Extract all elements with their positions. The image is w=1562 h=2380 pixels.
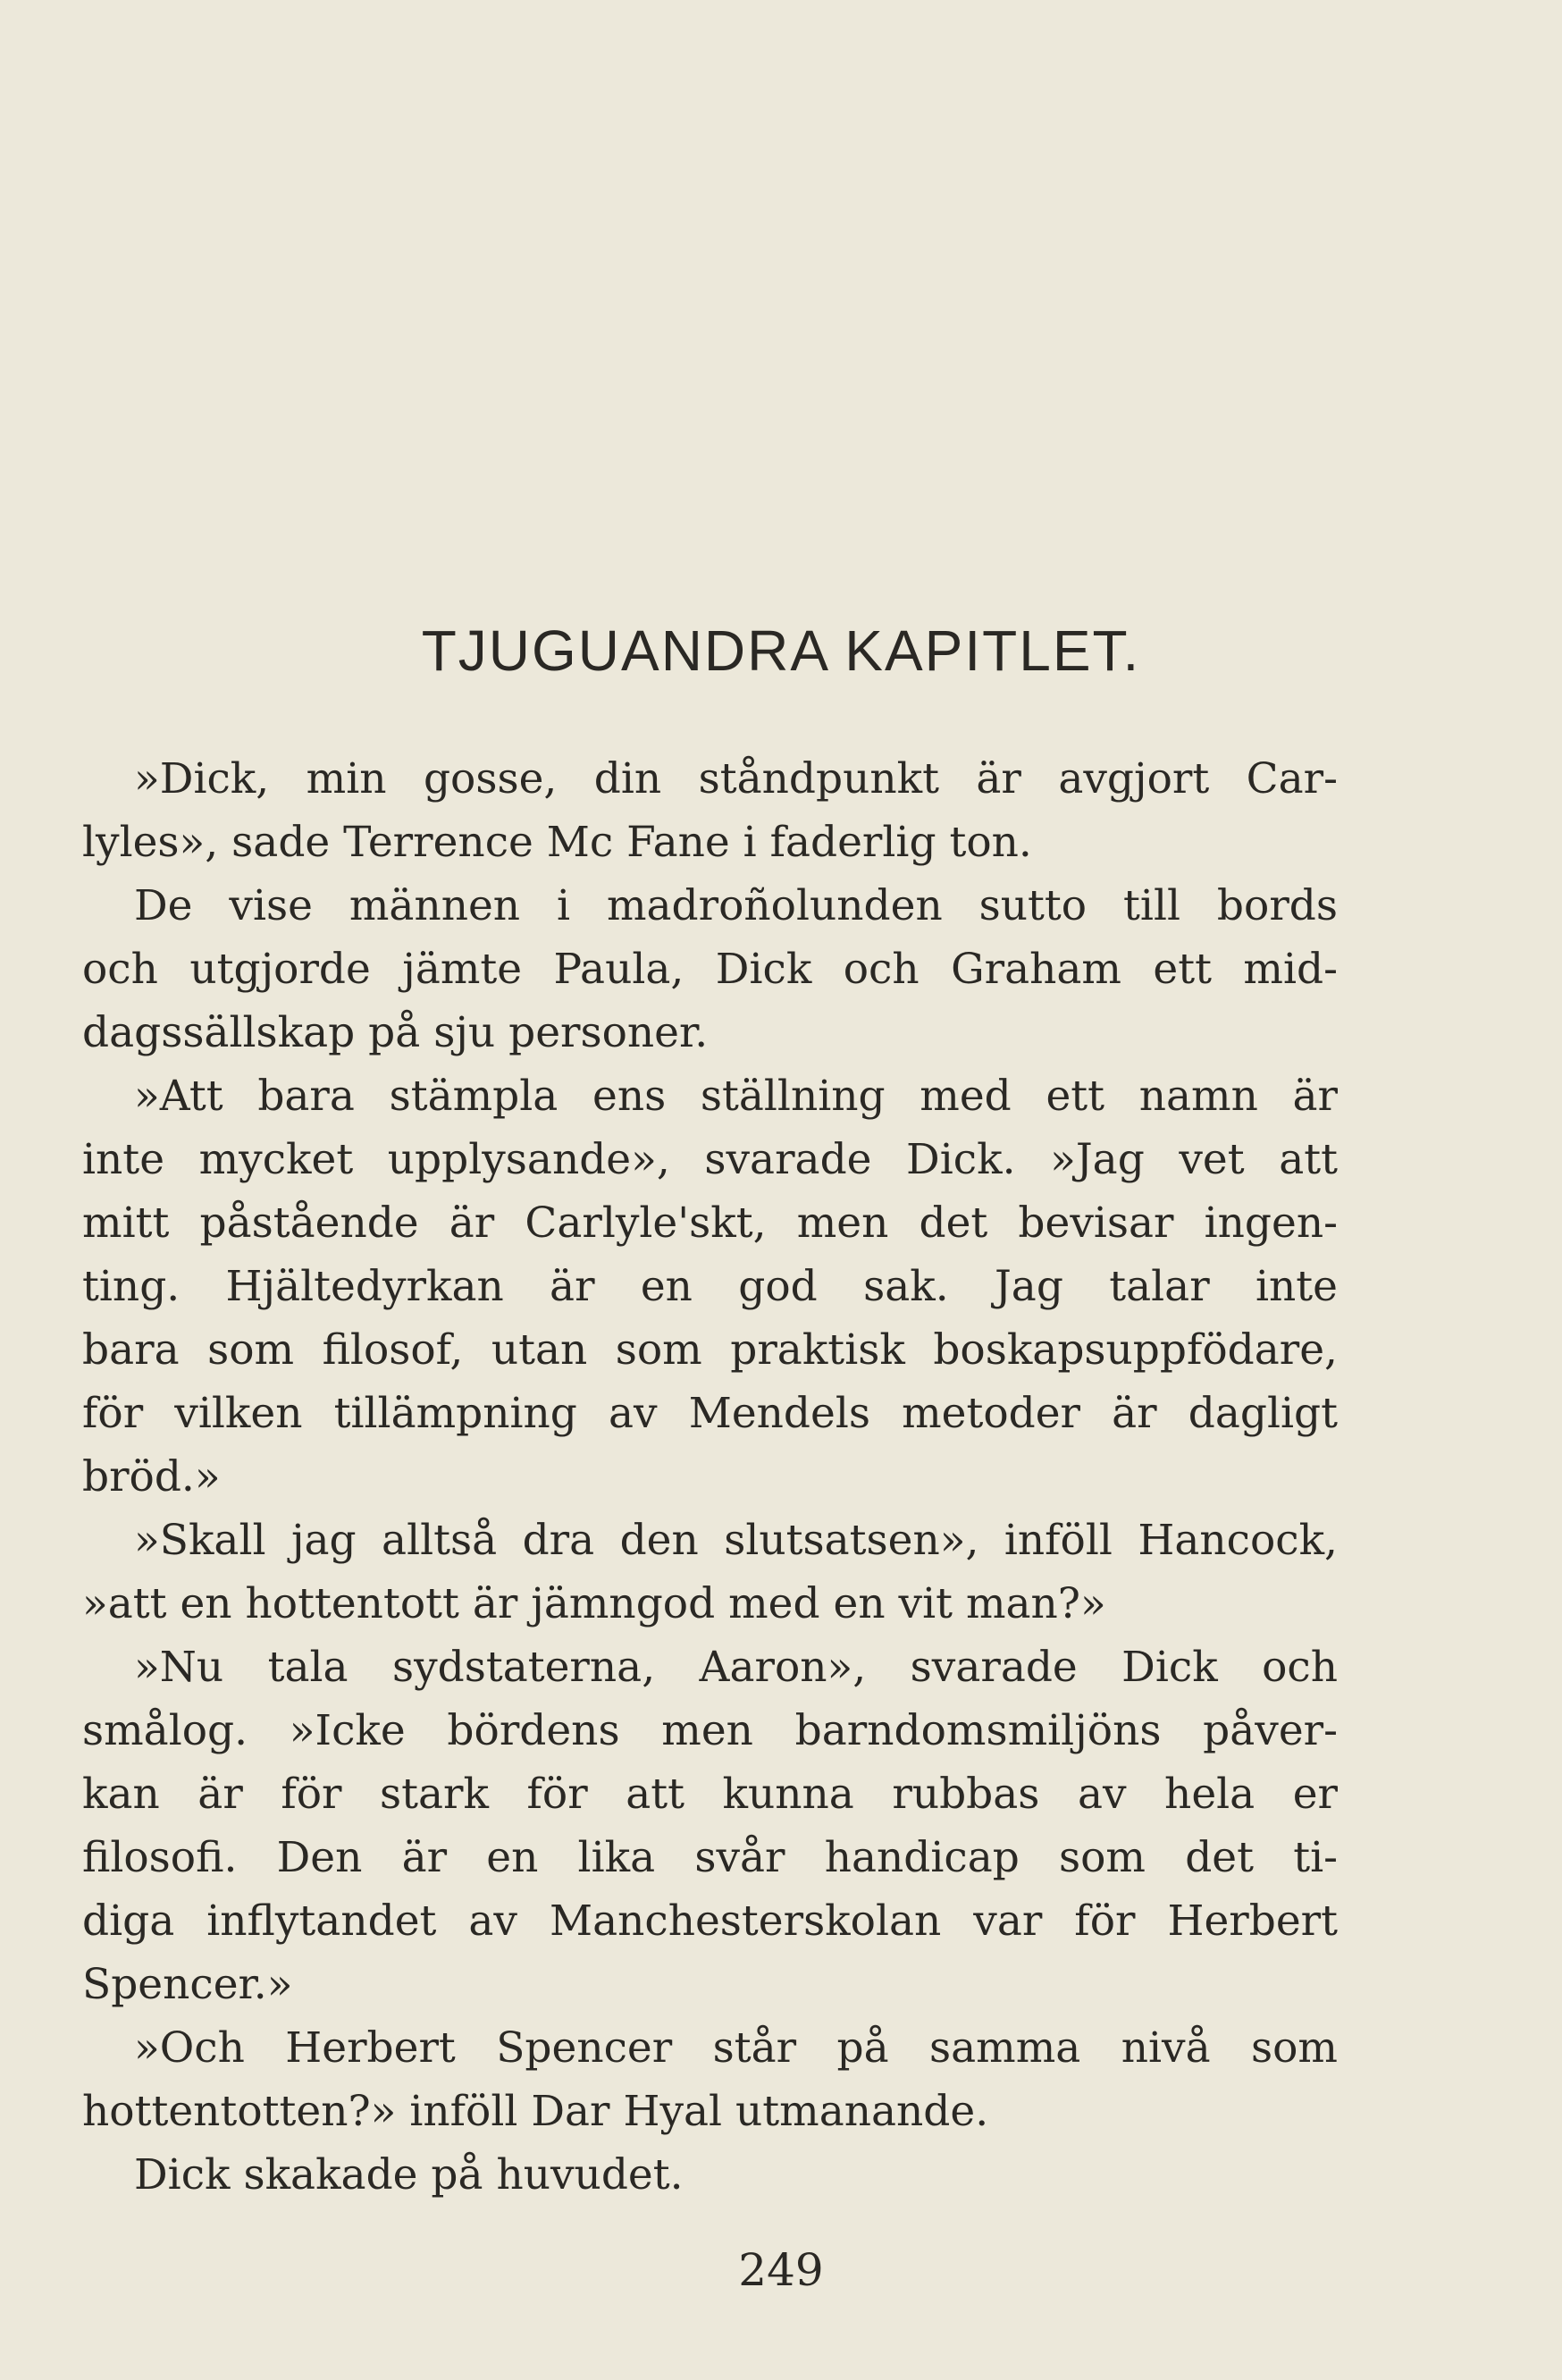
text-line: »Nu tala sydstaterna, Aaron», svarade Dick och xyxy=(134,1643,1338,1692)
text-line: mitt påstående är Carlyle'skt, men det bevisar ingen- xyxy=(82,1198,1338,1248)
text-line: bara som filosof, utan som praktisk boskapsuppfödare, xyxy=(82,1325,1338,1375)
chapter-title: TJUGUANDRA KAPITLET. xyxy=(421,618,1141,683)
text-line: De vise männen i madroñolunden sutto till bords xyxy=(134,881,1338,930)
text-line: »Att bara stämpla ens ställning med ett namn är xyxy=(134,1072,1338,1121)
text-line: inte mycket upplysande», svarade Dick. »Jag vet att xyxy=(82,1135,1338,1184)
text-line: diga inflytandet av Manchesterskolan var för Herbert xyxy=(82,1896,1338,1946)
text-line: smålog. »Icke bördens men barndomsmiljöns påver- xyxy=(82,1706,1338,1755)
page-number: 249 xyxy=(738,2244,824,2296)
text-line: dagssällskap på sju personer. xyxy=(82,1008,709,1057)
text-line: kan är för stark för att kunna rubbas av hela er xyxy=(82,1770,1338,1819)
text-line: och utgjorde jämte Paula, Dick och Graham ett mid- xyxy=(82,945,1338,994)
text-line: hottentotten?» inföll Dar Hyal utmanande. xyxy=(82,2087,989,2136)
text-line: »Och Herbert Spencer står på samma nivå som xyxy=(134,2023,1338,2073)
text-line: bröd.» xyxy=(82,1452,221,1501)
body-text xyxy=(82,747,1338,2207)
text-line: »att en hottentott är jämngod med en vit man?» xyxy=(82,1579,1106,1628)
text-line: Spencer.» xyxy=(82,1960,293,2009)
text-line: »Dick, min gosse, din ståndpunkt är avgjort Car- xyxy=(134,754,1338,803)
text-line: filosofi. Den är en lika svår handicap som det ti- xyxy=(82,1833,1338,1882)
text-line: »Skall jag alltså dra den slutsatsen», inföll Hancock, xyxy=(134,1516,1338,1565)
text-line: lyles», sade Terrence Mc Fane i faderlig ton. xyxy=(82,818,1032,867)
text-line: ting. Hjältedyrkan är en god sak. Jag talar inte xyxy=(82,1262,1338,1311)
text-line: för vilken tillämpning av Mendels metoder är dagligt xyxy=(82,1389,1338,1438)
text-line: Dick skakade på huvudet. xyxy=(134,2150,684,2199)
